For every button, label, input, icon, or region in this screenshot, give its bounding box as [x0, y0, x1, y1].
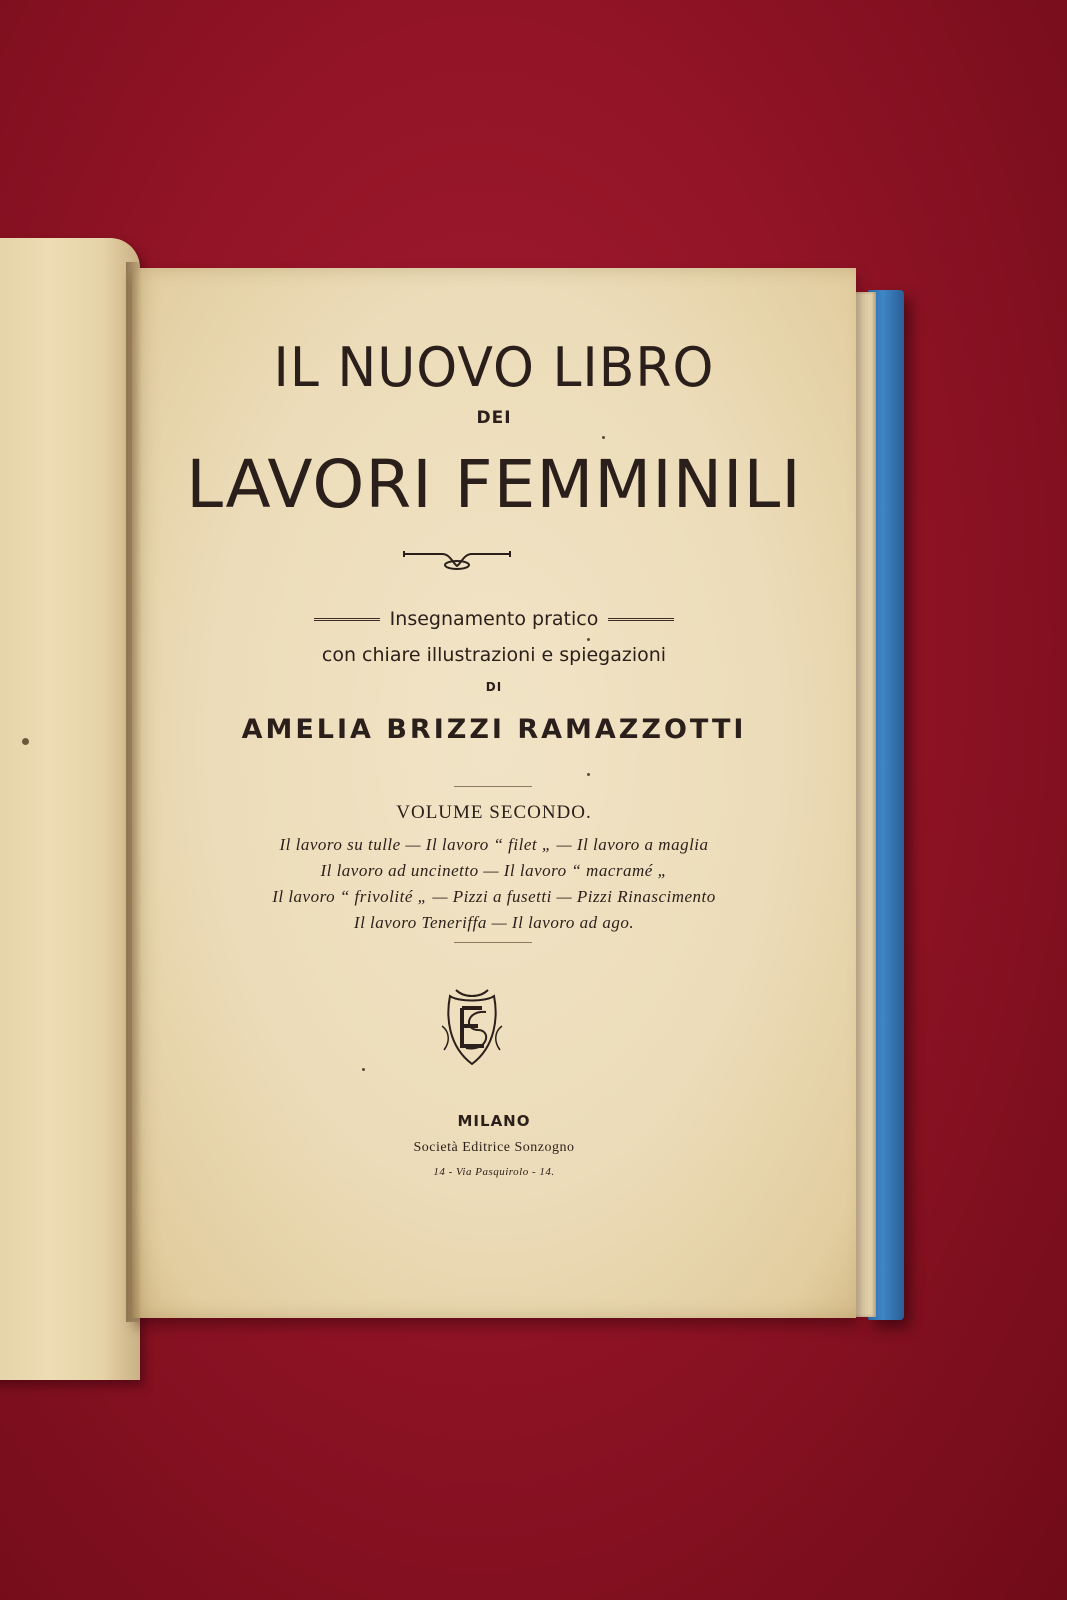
paper-speck	[587, 773, 590, 776]
section-rule-top	[454, 786, 532, 787]
title-connector: DEI	[476, 408, 512, 428]
paper-speck	[587, 638, 590, 641]
publisher-mark-icon	[436, 986, 508, 1070]
contents-list	[132, 832, 856, 936]
paper-speck	[22, 738, 29, 745]
right-rule	[608, 618, 674, 621]
subtitle-text-1: Insegnamento pratico	[389, 608, 599, 630]
title-line-1: IL NUOVO LIBRO	[273, 336, 715, 400]
section-rule-bottom	[454, 942, 532, 943]
left-page	[0, 238, 140, 1380]
book-gutter-shadow	[126, 262, 142, 1322]
contents-line: Il lavoro Teneriffa — Il lavoro ad ago.	[353, 913, 635, 932]
volume-label: VOLUME SECONDO.	[396, 802, 592, 823]
contents-line: Il lavoro su tulle — Il lavoro “ filet „ — Il lavoro a maglia	[279, 835, 709, 854]
publisher-name: Società Editrice Sonzogno	[413, 1140, 575, 1155]
author-name: AMELIA BRIZZI RAMAZZOTTI	[241, 714, 747, 745]
left-rule	[314, 618, 380, 621]
title-page	[132, 268, 856, 1318]
publication-city: MILANO	[457, 1112, 531, 1130]
paper-speck	[362, 1068, 365, 1071]
subtitle-line-1	[132, 608, 856, 630]
contents-line: Il lavoro ad uncinetto — Il lavoro “ macramé „	[320, 861, 668, 880]
contents-line: Il lavoro “ frivolité „ — Pizzi a fusetti — Pizzi Rinascimento	[272, 887, 716, 906]
ornament-divider	[402, 548, 512, 572]
subtitle-line-2: con chiare illustrazioni e spiegazioni	[321, 644, 667, 666]
paper-speck	[602, 436, 605, 439]
title-line-2: LAVORI FEMMINILI	[186, 446, 802, 523]
publisher-address: 14 - Via Pasquirolo - 14.	[433, 1166, 555, 1178]
by-label: DI	[485, 680, 503, 694]
